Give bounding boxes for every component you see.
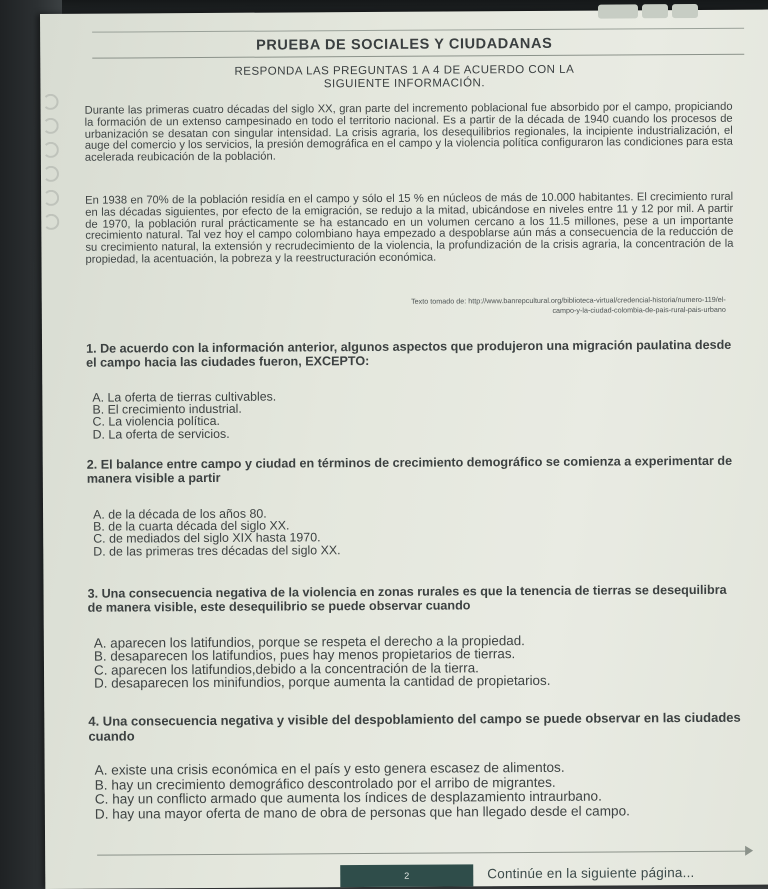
question-4-options bbox=[95, 760, 733, 822]
question-3-options bbox=[94, 633, 732, 691]
page-number-bar: 2 bbox=[340, 864, 473, 887]
question-4: 4. Una consecuencia negativa y visible del despoblamiento del campo se puede observar en las ciudades cuando bbox=[88, 709, 741, 744]
binder-ring bbox=[43, 214, 59, 230]
reading-paragraph-2: En 1938 en 70% de la población residía en el campo y sólo el 15 % en núcleos de más de 10.000 habitantes. El crecimiento rural en las décadas siguientes, por efecto de la emigración, se redujo a la mitad, ubicándose en niveles entre 11 y 12 por mil. A partir de 1970, la población rural prácticamente se ha estancado en un volumen cercano a los 11.5 millones, pese a un importante crecimiento natural. Tal vez hoy el campo colombiano haya empezado a despoblarse aún más a consecuencia de la reducción de su crecimiento natural, la extensión y recrudecimiento de la violencia, la profundización de la crisis agraria, la concentración de la propiedad, la acentuación, la pobreza y la reestructuración económica. bbox=[85, 190, 734, 266]
binder-ring bbox=[43, 142, 59, 158]
source-citation bbox=[272, 295, 726, 318]
exam-sheet bbox=[40, 10, 768, 889]
binder-ring bbox=[42, 94, 58, 110]
logo-shape bbox=[672, 4, 698, 18]
option-3b[interactable]: B. desaparecen los latifundios, pues hay menos propietarios de tierras. bbox=[93, 646, 516, 665]
top-divider bbox=[92, 28, 744, 33]
option-1b[interactable]: B. El crecimiento industrial. bbox=[92, 401, 242, 417]
option-4b[interactable]: B. hay un crecimiento demográfico descontrolado por el arribo de migrantes. bbox=[94, 774, 556, 793]
option-1c[interactable]: C. La violencia política. bbox=[92, 414, 220, 430]
option-2a[interactable]: A. de la década de los años 80. bbox=[93, 506, 267, 522]
question-2: 2. El balance entre campo y ciudad en términos de crecimiento demográfico se comienza a experimentar de manera visible a partir bbox=[86, 453, 733, 486]
binder-ring bbox=[43, 166, 59, 182]
instructions-line-2: SIGUIENTE INFORMACIÓN. bbox=[323, 77, 486, 91]
logo-shape bbox=[598, 4, 638, 18]
option-3a[interactable]: A. aparecen los latifundios, porque se respeta el derecho a la propiedad. bbox=[93, 633, 525, 651]
reading-paragraph-1: Durante las primeras cuatro décadas del siglo XX, gran parte del incremento poblacional fue absorbido por el campo, propiciando la formación de un extenso campesinado en todo el territorio nacional. Es a partir de la década de 1940 cuando los procesos de urbanización se desatan con singular intensidad. La crisis agraria, los desequilibrios regionales, la incipiente industrialización, el auge del comercio y los servicios, la presión demográfica en el campo y la violencia política configuraron las condiciones para esta acelerada reubicación de la población. bbox=[84, 100, 733, 164]
question-1-options bbox=[92, 388, 730, 441]
instructions bbox=[140, 63, 668, 92]
question-1: 1. De acuerdo con la información anterior, algunos aspectos que produjeron una migración paulatina desde el campo hacia las ciudades fueron, EXCEPTO: bbox=[86, 337, 732, 370]
source-line-2: campo-y-la-ciudad-colombia-de-pais-rural-pais-urbano bbox=[552, 304, 726, 315]
continue-note: Continúe en la siguiente página... bbox=[487, 865, 695, 882]
source-line-1: Texto tomado de: http://www.banrepcultural.org/biblioteca-virtual/credencial-historia/numero-119/el- bbox=[411, 294, 726, 306]
question-3: 3. Una consecuencia negativa de la violencia en zonas rurales es que la tenencia de tierras se desequilibra de manera visible, este desequilibrio se puede observar cuando bbox=[87, 582, 727, 615]
logo-shape bbox=[642, 4, 668, 18]
option-2b[interactable]: B. de la cuarta década del siglo XX. bbox=[93, 518, 290, 534]
question-2-options bbox=[93, 505, 731, 558]
instructions-line-1: RESPONDA LAS PREGUNTAS 1 A 4 DE ACUERDO CON LA bbox=[234, 63, 575, 78]
header-logo bbox=[598, 0, 728, 23]
page-title: PRUEBA DE SOCIALES Y CIUDADANAS bbox=[255, 35, 553, 54]
binder-ring bbox=[43, 118, 59, 134]
option-3d[interactable]: D. desaparecen los minifundios, porque aumenta la cantidad de propietarios. bbox=[94, 673, 551, 691]
option-4c[interactable]: C. hay un conflicto armado que aumenta los índices de desplazamiento intraurbano. bbox=[94, 788, 602, 807]
arrow-right-icon bbox=[745, 846, 753, 856]
option-2c[interactable]: C. de mediados del siglo XIX hasta 1970. bbox=[93, 530, 321, 547]
title-divider bbox=[92, 54, 744, 59]
bottom-divider bbox=[97, 851, 749, 856]
option-1d[interactable]: D. La oferta de servicios. bbox=[92, 426, 230, 442]
option-3c[interactable]: C. aparecen los latifundios,debido a la concentración de la tierra. bbox=[93, 660, 479, 678]
option-1a[interactable]: A. La oferta de tierras cultivables. bbox=[92, 389, 277, 405]
option-4d[interactable]: D. hay una mayor oferta de mano de obra de personas que han llegado desde el campo. bbox=[94, 803, 630, 822]
option-4a[interactable]: A. existe una crisis económica en el país y esto genera escasez de alimentos. bbox=[94, 759, 565, 778]
binder-rings bbox=[40, 94, 61, 224]
binder-ring bbox=[43, 190, 59, 206]
option-2d[interactable]: D. de las primeras tres décadas del siglo XX. bbox=[93, 542, 341, 559]
